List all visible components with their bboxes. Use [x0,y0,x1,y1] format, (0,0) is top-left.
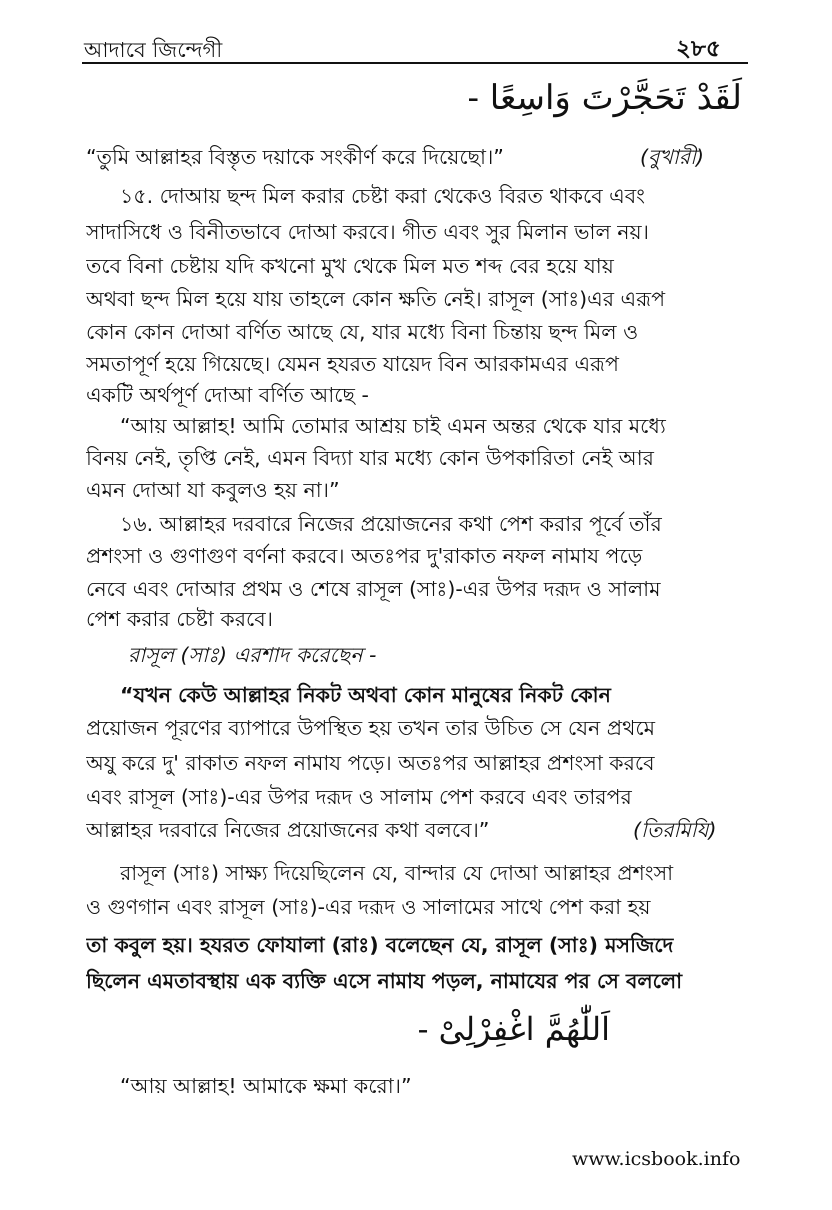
citation-bukhari: (বুখারী) [640,145,704,169]
quote-line: অযু করে দু' রাকাত নফল নামায পড়ে। অতঃপর আল্লাহর প্রশংসা করবে [86,751,655,775]
quote-line: এমন দোআ যা কবুলও হয় না।” [86,478,340,502]
paragraph-line: পেশ করার চেষ্টা করবে। [86,607,273,631]
paragraph-line: কোন কোন দোআ বর্ণিত আছে যে, যার মধ্যে বিনা চিন্তায় ছন্দ মিল ও [86,320,639,344]
website-watermark: www.icsbook.info [572,1148,741,1170]
paragraph-line: তা কবুল হয়। হযরত ফোযালা (রাঃ) বলেছেন যে, রাসূল (সাঃ) মসজিদে [86,933,674,957]
arabic-verse-bottom: اَللّٰهُمَّ اغْفِرْلِىْ - [417,1010,610,1048]
paragraph-line: প্রশংসা ও গুণাগুণ বর্ণনা করবে। অতঃপর দু'রাকাত নফল নামায পড়ে [86,544,643,568]
paragraph-line: সাদাসিধে ও বিনীতভাবে দোআ করবে। গীত এবং সুর মিলান ভাল নয়। [86,220,649,244]
paragraph-line: ১৫. দোআয় ছন্দ মিল করার চেষ্টা করা থেকেও বিরত থাকবে এবং [120,184,645,208]
paragraph-line: সমতাপূর্ণ হয়ে গিয়েছে। যেমন হযরত যায়েদ বিন আরকামএর এরূপ [86,352,619,376]
quote-line: এবং রাসূল (সাঃ)-এর উপর দরূদ ও সালাম পেশ করবে এবং তারপর [86,785,632,809]
running-title: আদাবে জিন্দেগী [84,38,223,62]
paragraph-line: নেবে এবং দোআর প্রথম ও শেষে রাসূল (সাঃ)-এর উপর দরূদ ও সালাম [86,577,661,601]
subheading: রাসূল (সাঃ) এরশাদ করেছেন - [128,643,377,667]
paragraph-line: ছিলেন এমতাবস্থায় এক ব্যক্তি এসে নামায পড়ল, নামাযের পর সে বললো [86,969,683,993]
quote-line: “তুমি আল্লাহর বিস্তৃত দয়াকে সংকীর্ণ করে দিয়েছো।” [86,145,504,169]
page-number: ২৮৫ [676,36,721,62]
paragraph-line: ও গুণগান এবং রাসূল (সাঃ)-এর দরূদ ও সালামের সাথে পেশ করা হয় [86,895,651,919]
final-quote: “আয় আল্লাহ! আমাকে ক্ষমা করো।” [120,1074,412,1098]
paragraph-line: তবে বিনা চেষ্টায় যদি কখনো মুখ থেকে মিল মত শব্দ বের হয়ে যায় [86,254,614,278]
paragraph-line: অথবা ছন্দ মিল হয়ে যায় তাহলে কোন ক্ষতি নেই। রাসূল (সাঃ)এর এরূপ [86,287,665,311]
quote-line: “আয় আল্লাহ! আমি তোমার আশ্রয় চাই এমন অন্তর থেকে যার মধ্যে [120,414,666,438]
paragraph-line: ১৬. আল্লাহর দরবারে নিজের প্রয়োজনের কথা পেশ করার পূর্বে তাঁর [120,512,662,536]
paragraph-line: একটি অর্থপূর্ণ দোআ বর্ণিত আছে - [86,383,369,407]
quote-line: বিনয় নেই, তৃপ্তি নেই, এমন বিদ্যা যার মধ্যে কোন উপকারিতা নেই আর [86,446,654,470]
paragraph-line: রাসূল (সাঃ) সাক্ষ্য দিয়েছিলেন যে, বান্দার যে দোআ আল্লাহর প্রশংসা [120,861,674,885]
arabic-verse-top: لَقَدْ تَحَجَّرْتَ وَاسِعًا - [467,78,742,118]
citation-tirmidhi: (তিরমিযি) [633,818,717,842]
quote-line: আল্লাহর দরবারে নিজের প্রয়োজনের কথা বলবে।” [86,818,490,842]
header-divider [82,62,748,64]
quote-line: প্রয়োজন পূরণের ব্যাপারে উপস্থিত হয় তখন তার উচিত সে যেন প্রথমে [86,716,656,740]
quote-line: “যখন কেউ আল্লাহর নিকট অথবা কোন মানুষের নিকট কোন [120,683,611,707]
